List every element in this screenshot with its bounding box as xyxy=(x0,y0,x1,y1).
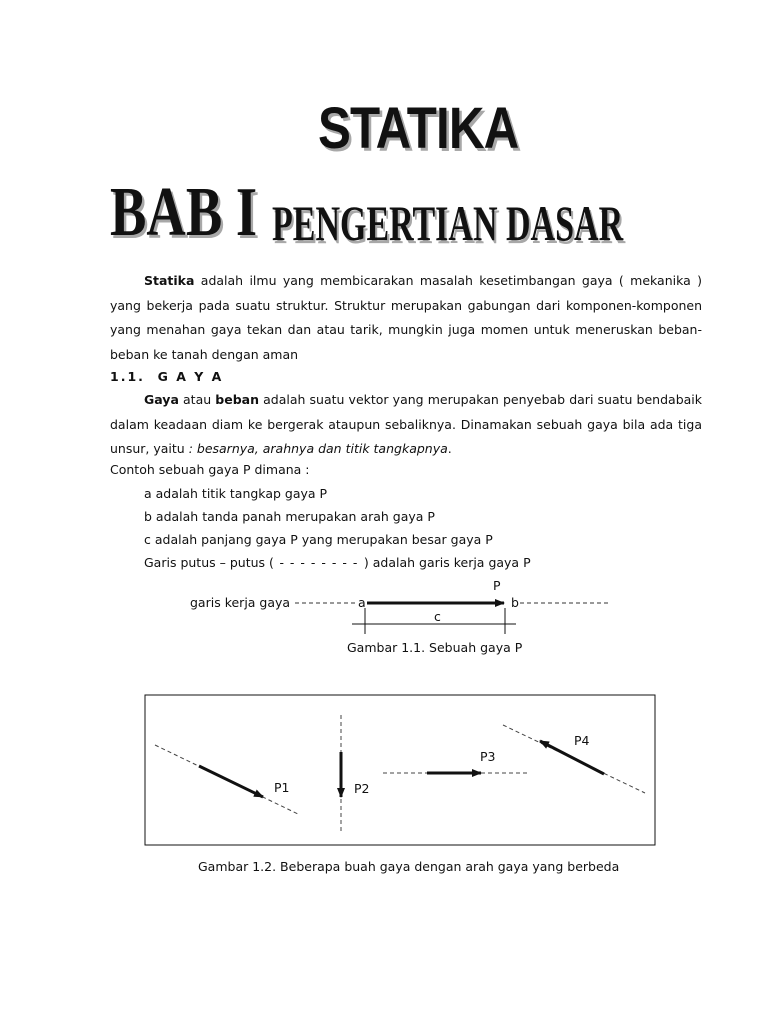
line-of-action-label: garis kerja gaya xyxy=(190,595,291,610)
intro-term: Statika xyxy=(144,273,195,288)
p2-label: P2 xyxy=(354,781,370,796)
list-item: c adalah panjang gaya P yang merupakan besar gaya P xyxy=(144,532,493,547)
list-item: a adalah titik tangkap gaya P xyxy=(144,486,328,501)
chapter-label: BAB I xyxy=(110,174,258,251)
figure-1-1-caption: Gambar 1.1. Sebuah gaya P xyxy=(347,640,523,655)
gaya-text: adalah suatu vektor yang merupakan penyebab dari suatu bendabaik dalam keadaan diam ke bergerak ataupun sebaliknya. Dinamakan sebuah gaya bila ada tiga unsur, yaitu xyxy=(110,392,703,456)
gaya-paragraph xyxy=(110,388,702,462)
force-p-label: P xyxy=(493,578,501,593)
dashed-suffix: ) adalah garis kerja gaya P xyxy=(363,555,531,570)
gaya-end: . xyxy=(447,441,452,456)
p4-arrow xyxy=(540,741,604,774)
gaya-term: Gaya xyxy=(144,392,179,407)
intro-text: adalah ilmu yang membicarakan masalah kesetimbangan gaya ( mekanika ) yang bekerja pada suatu struktur. Struktur merupakan gabungan dari komponen-komponen yang menahan gaya tekan dan atau tarik, mungkin juga momen untuk meneruskan beban-beban ke tanah dengan aman xyxy=(110,273,702,362)
section-heading xyxy=(110,368,223,386)
p1-arrow xyxy=(199,766,263,797)
gaya-mid: atau xyxy=(178,392,216,407)
figure-frame xyxy=(145,695,655,845)
section-title: G A Y A xyxy=(157,369,224,384)
p3-label: P3 xyxy=(480,749,496,764)
point-a-label: a xyxy=(358,595,366,610)
figure-1-2-caption: Gambar 1.2. Beberapa buah gaya dengan arah gaya yang berbeda xyxy=(198,859,620,874)
p1-label: P1 xyxy=(274,780,290,795)
document-title: STATIKA xyxy=(318,96,519,161)
dashed-prefix: Garis putus – putus ( xyxy=(144,555,274,570)
list-item: b adalah tanda panah merupakan arah gaya P xyxy=(144,509,435,524)
chapter-subtitle: PENGERTIAN DASAR xyxy=(272,195,624,251)
point-b-label: b xyxy=(511,595,519,610)
gaya-elements: : besarnya, arahnya dan titik tangkapnya xyxy=(188,441,448,456)
p4-label: P4 xyxy=(574,733,590,748)
section-number: 1.1. xyxy=(110,369,145,384)
length-c-label: c xyxy=(434,609,441,624)
example-intro: Contoh sebuah gaya P dimana : xyxy=(110,462,310,477)
dashed-sample: - - - - - - - - xyxy=(279,555,359,570)
figure-1-2 xyxy=(0,690,768,850)
intro-paragraph xyxy=(110,269,702,367)
beban-term: beban xyxy=(215,392,259,407)
